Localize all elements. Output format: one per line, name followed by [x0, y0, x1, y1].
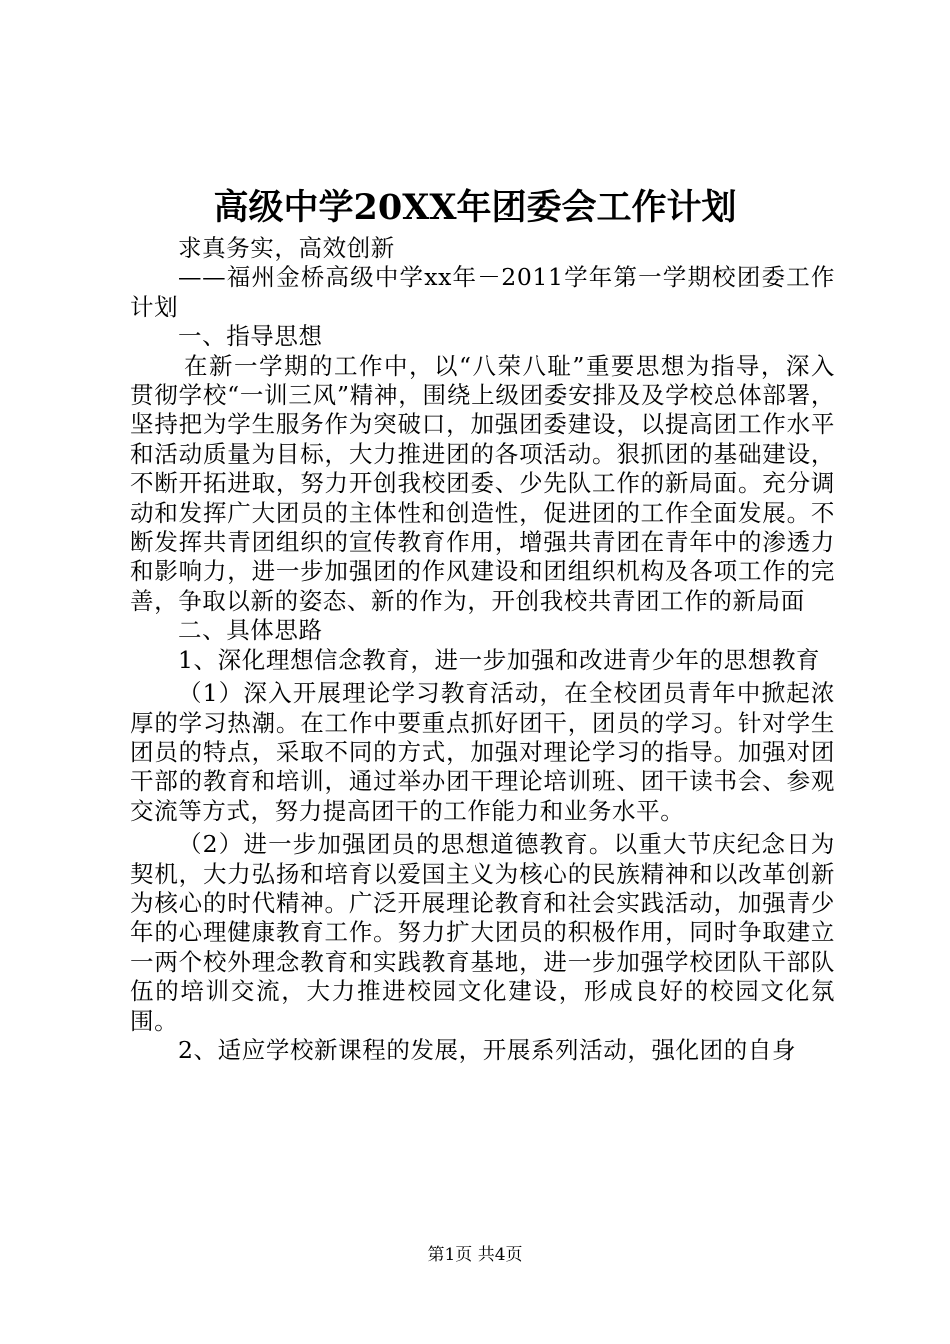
subtitle-line: ——福州金桥高级中学xx年－2011学年第一学期校团委工作计划	[130, 263, 835, 321]
document-body	[130, 234, 835, 1065]
subsection-heading-2: 2、适应学校新课程的发展，开展系列活动，强化团的自身	[178, 1035, 797, 1064]
paragraph-item-2: （2）进一步加强团员的思想道德教育。以重大节庆纪念日为契机，大力弘扬和培育以爱国主义为核心的民族精神和以改革创新为核心的时代精神。广泛开展理论教育和社会实践活动，加强青少年的心理健康教育工作。努力扩大团员的积极作用，同时争取建立一两个校外理念教育和实践教育基地，进一步加强学校团队干部队伍的培训交流，大力推进校园文化建设，形成良好的校园文化氛围。	[130, 830, 835, 1035]
section-heading-specific-ideas: 二、具体思路	[178, 616, 323, 645]
page-footer: 第1页 共4页	[427, 1245, 523, 1265]
paragraph-item-1: （1）深入开展理论学习教育活动，在全校团员青年中掀起浓厚的学习热潮。在工作中要重点抓好团干，团员的学习。针对学生团员的特点，采取不同的方式，加强对理论学习的指导。加强对团干部的教育和培训，通过举办团干理论培训班、团干读书会、参观交流等方式，努力提高团干的工作能力和业务水平。	[130, 679, 835, 825]
subsection-heading-1: 1、深化理想信念教育，进一步加强和改进青少年的思想教育	[178, 645, 821, 674]
document-title: 高级中学20XX年团委会工作计划	[213, 187, 737, 228]
section-heading-guiding-thought: 一、指导思想	[178, 322, 323, 351]
paragraph-guiding-thought: 在新一学期的工作中，以“八荣八耻”重要思想为指导，深入贯彻学校“一训三风”精神，围绕上级团委安排及及学校总体部署，坚持把为学生服务作为突破口，加强团委建设，以提高团工作水平和活动质量为目标，大力推进团的各项活动。狠抓团的基础建设，不断开拓进取，努力开创我校团委、少先队工作的新局面。充分调动和发挥广大团员的主体性和创造性，促进团的工作全面发展。不断发挥共青团组织的宣传教育作用，增强共青团在青年中的渗透力和影响力，进一步加强团的作风建设和团组织机构及各项工作的完善，争取以新的姿态、新的作为，开创我校共青团工作的新局面	[130, 351, 835, 615]
motto-line: 求真务实，高效创新	[178, 234, 395, 262]
